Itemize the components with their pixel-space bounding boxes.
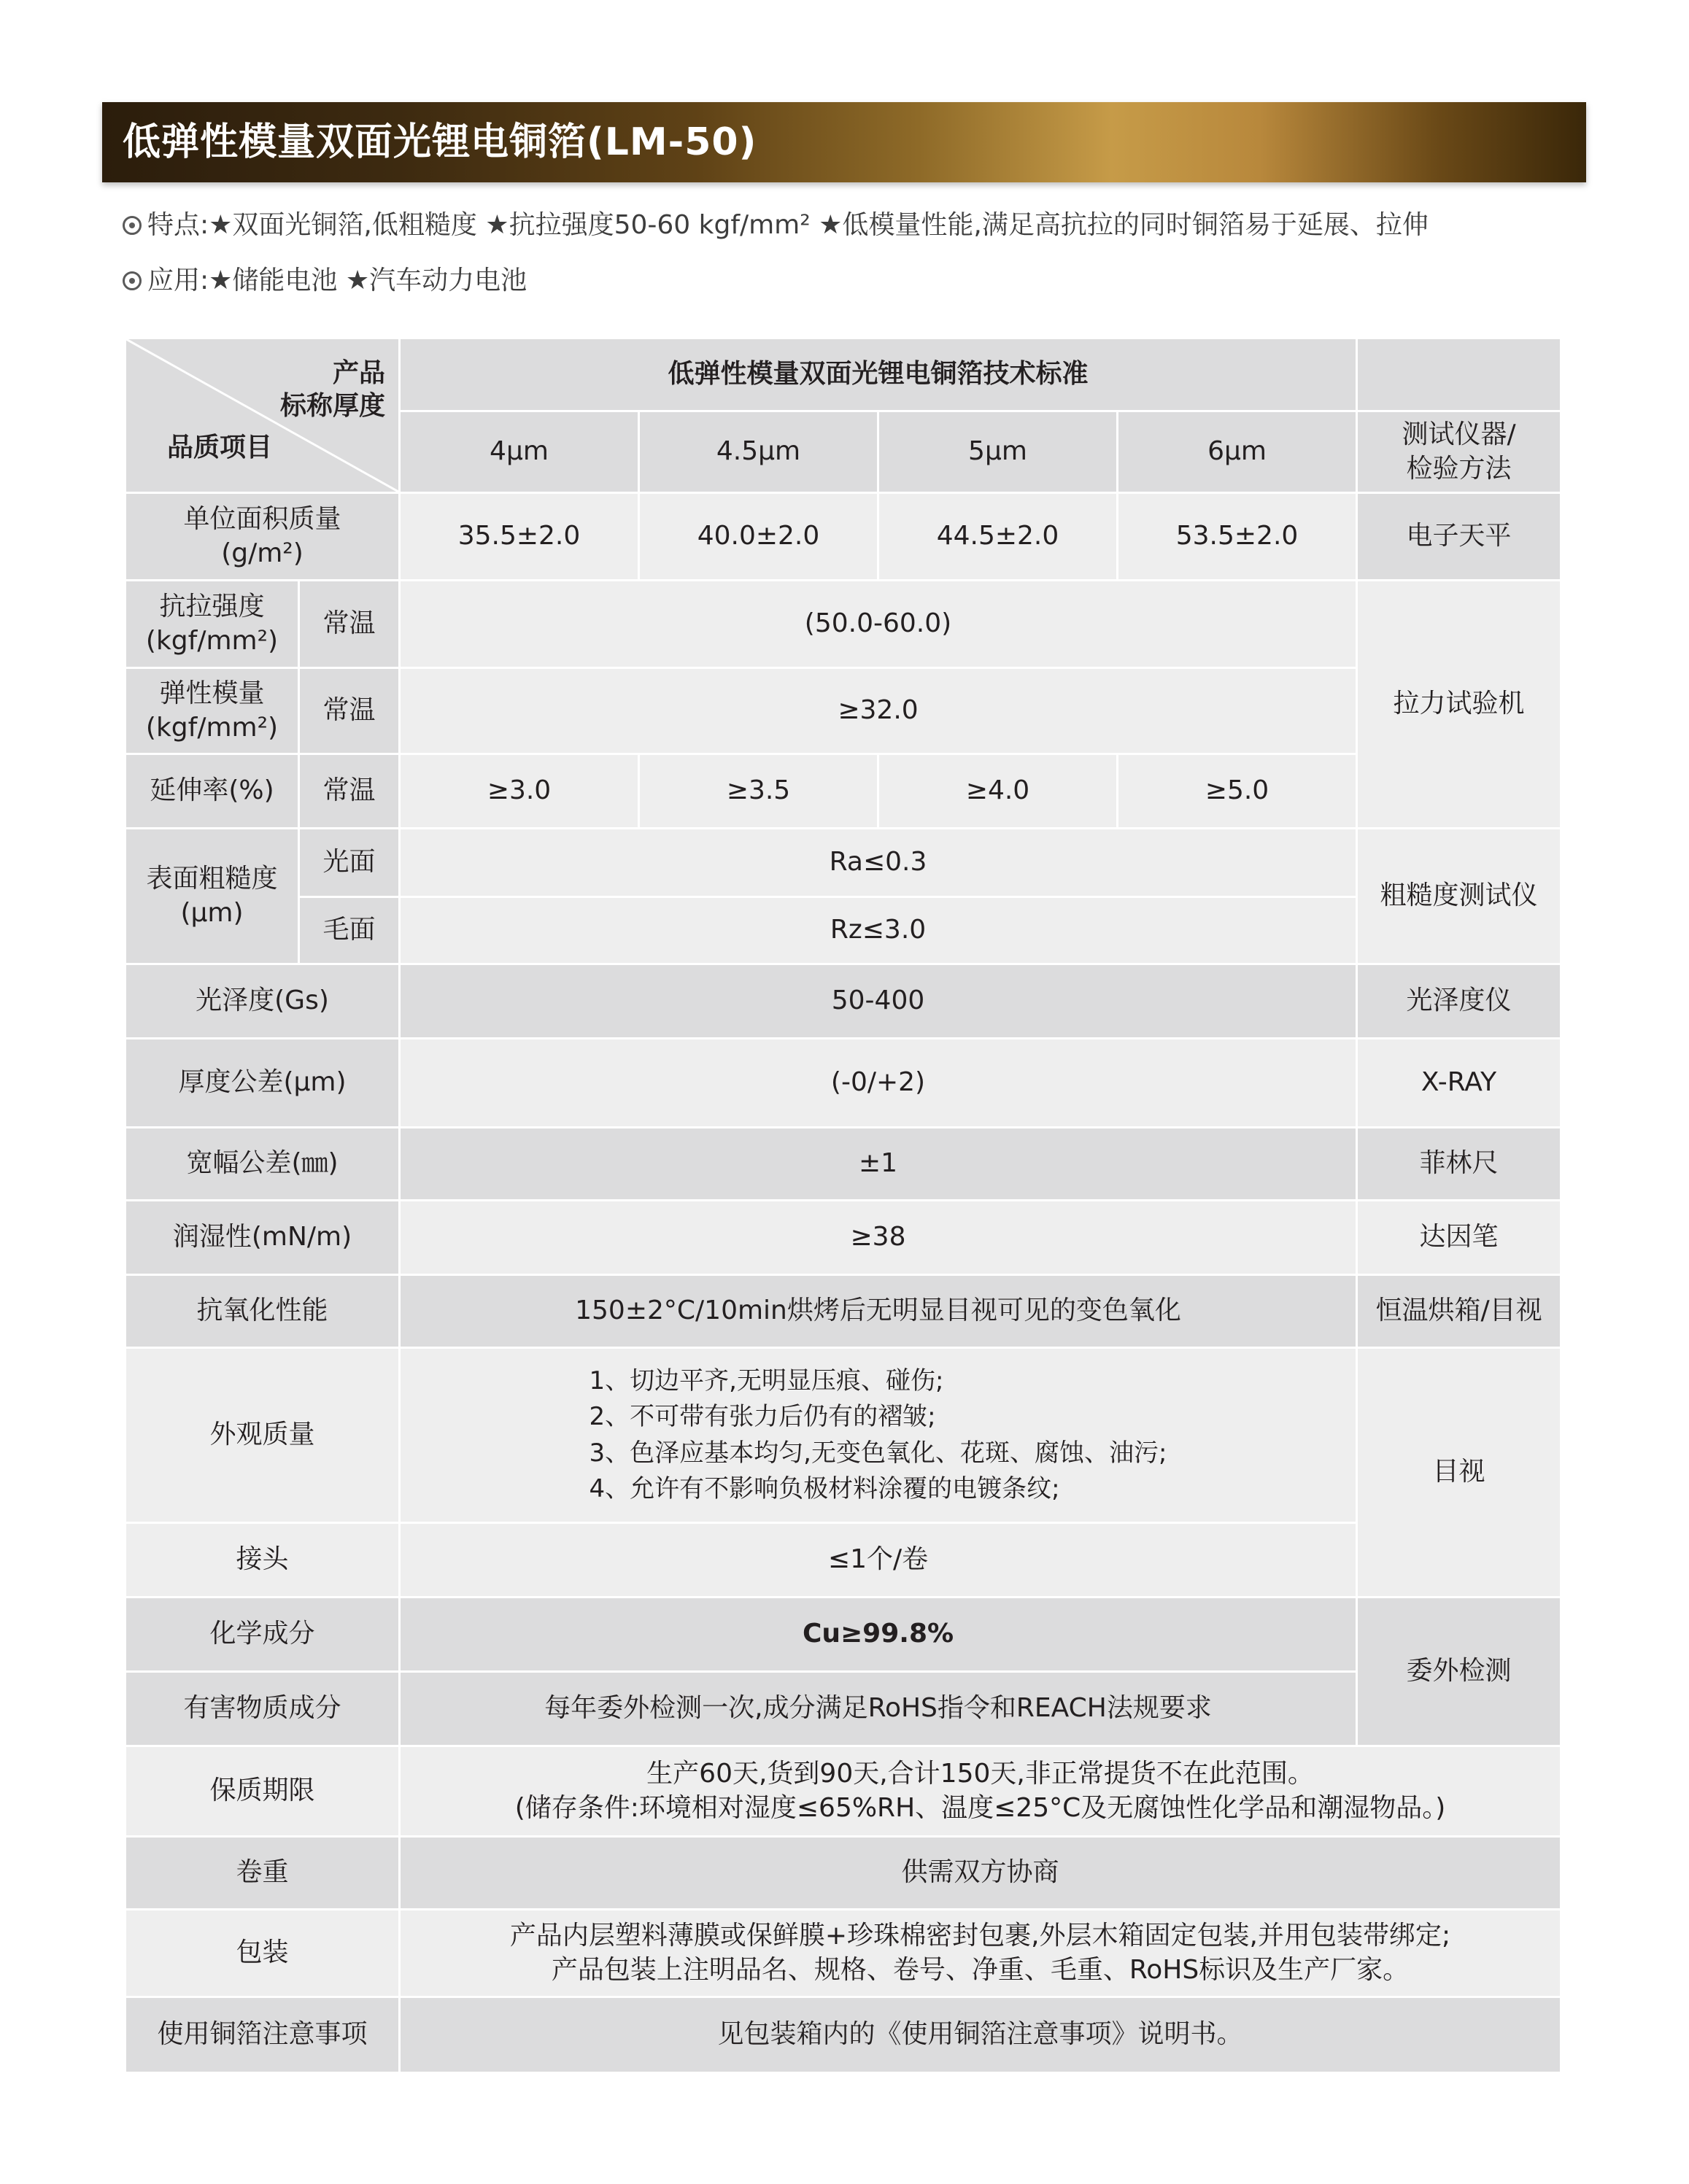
row-label-thickness-tol: 厚度公差(μm) <box>125 1039 400 1128</box>
features-text: 特点:★双面光铜箔,低粗糙度 ★抗拉强度50-60 kgf/mm² ★低模量性能,满足高抗拉的同时铜箔易于延展、拉伸 <box>147 210 1429 240</box>
packaging-line-2: 产品包装上注明品名、规格、卷号、净重、毛重、RoHS标识及生产厂家。 <box>551 1954 1410 1985</box>
title-banner <box>102 102 1586 182</box>
list-item: 1、切边平齐,无明显压痕、碰伤; <box>589 1366 944 1395</box>
wettability-value: ≥38 <box>400 1201 1357 1275</box>
row-label-roughness: 表面粗糙度 (μm) <box>125 829 299 964</box>
header-method: 测试仪器/ 检验方法 <box>1357 411 1561 493</box>
header-standard-title: 低弹性模量双面光锂电铜箔技术标准 <box>400 338 1357 411</box>
application-text: 应用:★储能电池 ★汽车动力电池 <box>147 266 527 295</box>
row-label-gloss: 光泽度(Gs) <box>125 964 400 1039</box>
row-label-appearance: 外观质量 <box>125 1348 400 1523</box>
oxidation-value: 150±2°C/10min烘烤后无明显目视可见的变色氧化 <box>400 1275 1357 1348</box>
mass-5: 44.5±2.0 <box>878 493 1118 581</box>
roughness-shiny-label: 光面 <box>299 829 400 897</box>
modulus-value: ≥32.0 <box>400 668 1357 754</box>
tensile-condition: 常温 <box>299 581 400 668</box>
table-row <box>125 1348 1561 1523</box>
mass-4: 35.5±2.0 <box>400 493 639 581</box>
table-row <box>125 1523 1561 1598</box>
table-row <box>125 1039 1561 1128</box>
row-label-width-tol: 宽幅公差(㎜) <box>125 1128 400 1201</box>
elongation-4-5: ≥3.5 <box>639 754 878 829</box>
mass-method: 电子天平 <box>1357 493 1561 581</box>
bullet-circle-icon <box>123 271 142 290</box>
table-row <box>125 754 1561 829</box>
header-thickness-4-5: 4.5μm <box>639 411 878 493</box>
roughness-matte-label: 毛面 <box>299 897 400 964</box>
elongation-4: ≥3.0 <box>400 754 639 829</box>
row-label-joint: 接头 <box>125 1523 400 1598</box>
row-label-tensile: 抗拉强度 (kgf/mm²) <box>125 581 299 668</box>
chemical-value: Cu≥99.8% <box>400 1598 1357 1672</box>
mass-6: 53.5±2.0 <box>1118 493 1357 581</box>
list-item: 4、允许有不影响负极材料涂覆的电镀条纹; <box>589 1474 1060 1503</box>
gloss-value: 50-400 <box>400 964 1357 1039</box>
table-row <box>125 1128 1561 1201</box>
width-tol-method: 菲林尺 <box>1357 1128 1561 1201</box>
modulus-condition: 常温 <box>299 668 400 754</box>
table-row <box>125 1275 1561 1348</box>
table-row <box>125 1598 1561 1672</box>
bullet-circle-icon <box>123 216 142 235</box>
row-label-wettability: 润湿性(mN/m) <box>125 1201 400 1275</box>
header-product-thickness: 产品 标称厚度 <box>279 358 385 421</box>
row-label-coil-weight: 卷重 <box>125 1837 400 1910</box>
table-row <box>125 581 1561 668</box>
row-label-elongation: 延伸率(%) <box>125 754 299 829</box>
visual-method: 目视 <box>1357 1348 1561 1598</box>
row-label-oxidation: 抗氧化性能 <box>125 1275 400 1348</box>
packaging-value <box>400 1910 1561 1997</box>
elongation-condition: 常温 <box>299 754 400 829</box>
row-label-modulus: 弹性模量 (kgf/mm²) <box>125 668 299 754</box>
page-title: 低弹性模量双面光锂电铜箔(LM-50) <box>123 120 757 164</box>
table-row <box>125 1997 1561 2073</box>
features-line <box>123 204 1429 241</box>
table-row <box>125 1837 1561 1910</box>
table-row <box>125 1672 1561 1746</box>
row-label-hazardous: 有害物质成分 <box>125 1672 400 1746</box>
table-row <box>125 1746 1561 1837</box>
table-row <box>125 1201 1561 1275</box>
wettability-method: 达因笔 <box>1357 1201 1561 1275</box>
tensile-method: 拉力试验机 <box>1357 581 1561 829</box>
shelf-life-value <box>400 1746 1561 1837</box>
packaging-line-1: 产品内层塑料薄膜或保鲜膜+珍珠棉密封包裹,外层木箱固定包装,并用包装带绑定; <box>509 1920 1451 1951</box>
outsourced-method: 委外检测 <box>1357 1598 1561 1746</box>
width-tol-value: ±1 <box>400 1128 1357 1201</box>
list-item: 2、不可带有张力后仍有的褶皱; <box>589 1402 936 1432</box>
row-label-notes: 使用铜箔注意事项 <box>125 1997 400 2073</box>
table-row <box>125 897 1561 964</box>
header-diagonal-cell <box>125 338 400 493</box>
roughness-shiny-value: Ra≤0.3 <box>400 829 1357 897</box>
shelf-life-line-2: (储存条件:环境相对湿度≤65%RH、温度≤25°C及无腐蚀性化学品和潮湿物品。) <box>514 1792 1446 1823</box>
elongation-6: ≥5.0 <box>1118 754 1357 829</box>
thickness-tol-method: X-RAY <box>1357 1039 1561 1128</box>
thickness-tol-value: (-0/+2) <box>400 1039 1357 1128</box>
header-spacer <box>1357 338 1561 411</box>
row-label-chemical: 化学成分 <box>125 1598 400 1672</box>
gloss-method: 光泽度仪 <box>1357 964 1561 1039</box>
joint-value: ≤1个/卷 <box>400 1523 1357 1598</box>
table-row <box>125 668 1561 754</box>
coil-weight-value: 供需双方协商 <box>400 1837 1561 1910</box>
oxidation-method: 恒温烘箱/目视 <box>1357 1275 1561 1348</box>
table-row <box>125 1910 1561 1997</box>
tensile-value: (50.0-60.0) <box>400 581 1357 668</box>
header-thickness-5: 5μm <box>878 411 1118 493</box>
header-quality-item: 品质项目 <box>167 433 273 463</box>
elongation-5: ≥4.0 <box>878 754 1118 829</box>
header-thickness-4: 4μm <box>400 411 639 493</box>
shelf-life-line-1: 生产60天,货到90天,合计150天,非正常提货不在此范围。 <box>646 1758 1314 1789</box>
spec-table <box>124 337 1562 2074</box>
appearance-value <box>400 1348 1357 1523</box>
roughness-method: 粗糙度测试仪 <box>1357 829 1561 964</box>
table-header-row <box>125 338 1561 411</box>
row-label-shelf-life: 保质期限 <box>125 1746 400 1837</box>
table-row <box>125 493 1561 581</box>
row-label-packaging: 包装 <box>125 1910 400 1997</box>
hazardous-value: 每年委外检测一次,成分满足RoHS指令和REACH法规要求 <box>400 1672 1357 1746</box>
list-item: 3、色泽应基本均匀,无变色氧化、花斑、腐蚀、油污; <box>589 1438 1167 1468</box>
header-thickness-6: 6μm <box>1118 411 1357 493</box>
table-row <box>125 964 1561 1039</box>
table-row <box>125 829 1561 897</box>
notes-value: 见包装箱内的《使用铜箔注意事项》说明书。 <box>400 1997 1561 2073</box>
roughness-matte-value: Rz≤3.0 <box>400 897 1357 964</box>
appearance-list <box>590 1363 1167 1507</box>
row-label-mass: 单位面积质量 (g/m²) <box>125 493 400 581</box>
application-line <box>123 260 527 297</box>
mass-4-5: 40.0±2.0 <box>639 493 878 581</box>
